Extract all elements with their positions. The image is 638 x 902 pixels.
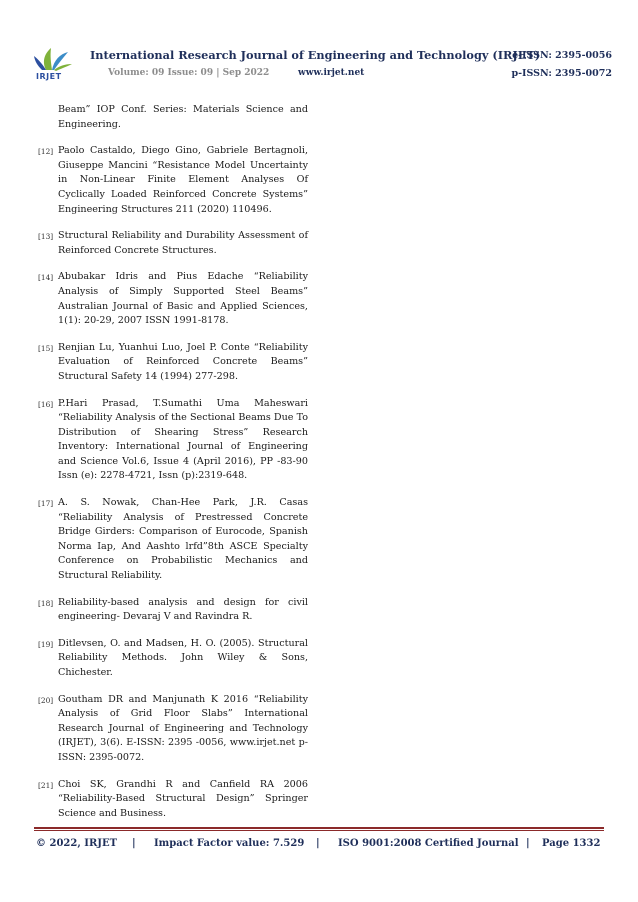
reference-item xyxy=(38,496,308,584)
reference-number: [16] xyxy=(38,399,54,409)
footer-separator: | xyxy=(526,838,530,849)
page-header xyxy=(32,44,612,84)
reference-text: Paolo Castaldo, Diego Gino, Gabriele Bertagnoli, Giuseppe Mancini “Resistance Model Uncertainty in Non-Linear Finite Element Analyses Of Cyclically Loaded Reinforced Concrete Systems” Engineering Structures 211 (2020) 110496. xyxy=(58,145,308,215)
reference-number: [17] xyxy=(38,499,54,509)
reference-item xyxy=(38,103,308,132)
reference-number: [12] xyxy=(38,147,54,157)
footer-impact-factor: Impact Factor value: 7.529 xyxy=(154,838,305,849)
footer-rule xyxy=(34,830,604,831)
reference-text: Structural Reliability and Durability Assessment of Reinforced Concrete Structures. xyxy=(58,230,308,256)
reference-number: [19] xyxy=(38,639,54,649)
reference-text: Goutham DR and Manjunath K 2016 “Reliability Analysis of Grid Floor Slabs” International Research Journal of Engineering and Technology (IRJET), 3(6). E-ISSN: 2395 -0056, www.irjet.net p-ISSN: 2395-0072. xyxy=(58,693,308,763)
journal-title: International Research Journal of Engineering and Technology (IRJET) xyxy=(90,48,541,62)
reference-list xyxy=(38,103,308,833)
reference-item xyxy=(38,229,308,258)
volume-issue: Volume: 09 Issue: 09 | Sep 2022 xyxy=(108,68,270,78)
footer-rule xyxy=(34,827,604,829)
reference-item xyxy=(38,397,308,485)
reference-number: [20] xyxy=(38,695,54,705)
reference-text: P.Hari Prasad, T.Sumathi Uma Maheswari “Reliability Analysis of the Sectional Beams Due To Distribution of Shearing Stress” Research Inventory: International Journal of Engineering and Science Vol.6, Issue 4 (April 2016), PP -83-90 Issn (e): 2278-4721, Issn (p):2319-648. xyxy=(58,397,308,482)
reference-item xyxy=(38,596,308,625)
footer-page-number: Page 1332 xyxy=(542,838,601,849)
reference-text: Choi SK, Grandhi R and Canfield RA 2006 “Reliability-Based Structural Design” Springer Science and Business. xyxy=(58,778,308,819)
footer-iso: ISO 9001:2008 Certified Journal xyxy=(338,838,519,849)
footer-separator: | xyxy=(316,838,320,849)
journal-website: www.irjet.net xyxy=(298,68,365,78)
footer-copyright: © 2022, IRJET xyxy=(36,838,118,849)
reference-item xyxy=(38,778,308,822)
reference-item xyxy=(38,341,308,385)
reference-number: [15] xyxy=(38,343,54,353)
p-issn: p-ISSN: 2395-0072 xyxy=(511,68,612,79)
reference-item xyxy=(38,693,308,766)
reference-text: Abubakar Idris and Pius Edache “Reliability Analysis of Simply Supported Steel Beams” Australian Journal of Basic and Applied Sciences, 1(1): 20-29, 2007 ISSN 1991-8178. xyxy=(58,271,308,327)
reference-text: A. S. Nowak, Chan-Hee Park, J.R. Casas “Reliability Analysis of Prestressed Concrete Bridge Girders: Comparison of Eurocode, Spanish Norma Iap, And Aashto lrfd”8th ASCE Specialty Conference on Probabilistic Mechanics and Structural Reliability. xyxy=(58,497,308,582)
reference-item xyxy=(38,270,308,328)
e-issn: e-ISSN: 2395-0056 xyxy=(512,50,612,61)
logo-text: IRJET xyxy=(36,72,62,81)
reference-number: [14] xyxy=(38,273,54,283)
reference-text: Beam” IOP Conf. Series: Materials Science and Engineering. xyxy=(58,104,308,130)
reference-text: Renjian Lu, Yuanhui Luo, Joel P. Conte “Reliability Evaluation of Reinforced Concrete Beams” Structural Safety 14 (1994) 277-298. xyxy=(58,341,308,382)
footer-separator: | xyxy=(132,838,136,849)
reference-number: [18] xyxy=(38,598,54,608)
reference-number: [21] xyxy=(38,780,54,790)
reference-item xyxy=(38,637,308,681)
reference-item xyxy=(38,144,308,217)
reference-number: [13] xyxy=(38,232,54,242)
reference-text: Reliability-based analysis and design for civil engineering- Devaraj V and Ravindra R. xyxy=(58,596,308,623)
reference-text: Ditlevsen, O. and Madsen, H. O. (2005). Structural Reliability Methods. John Wiley & Sons, Chichester. xyxy=(58,637,308,678)
